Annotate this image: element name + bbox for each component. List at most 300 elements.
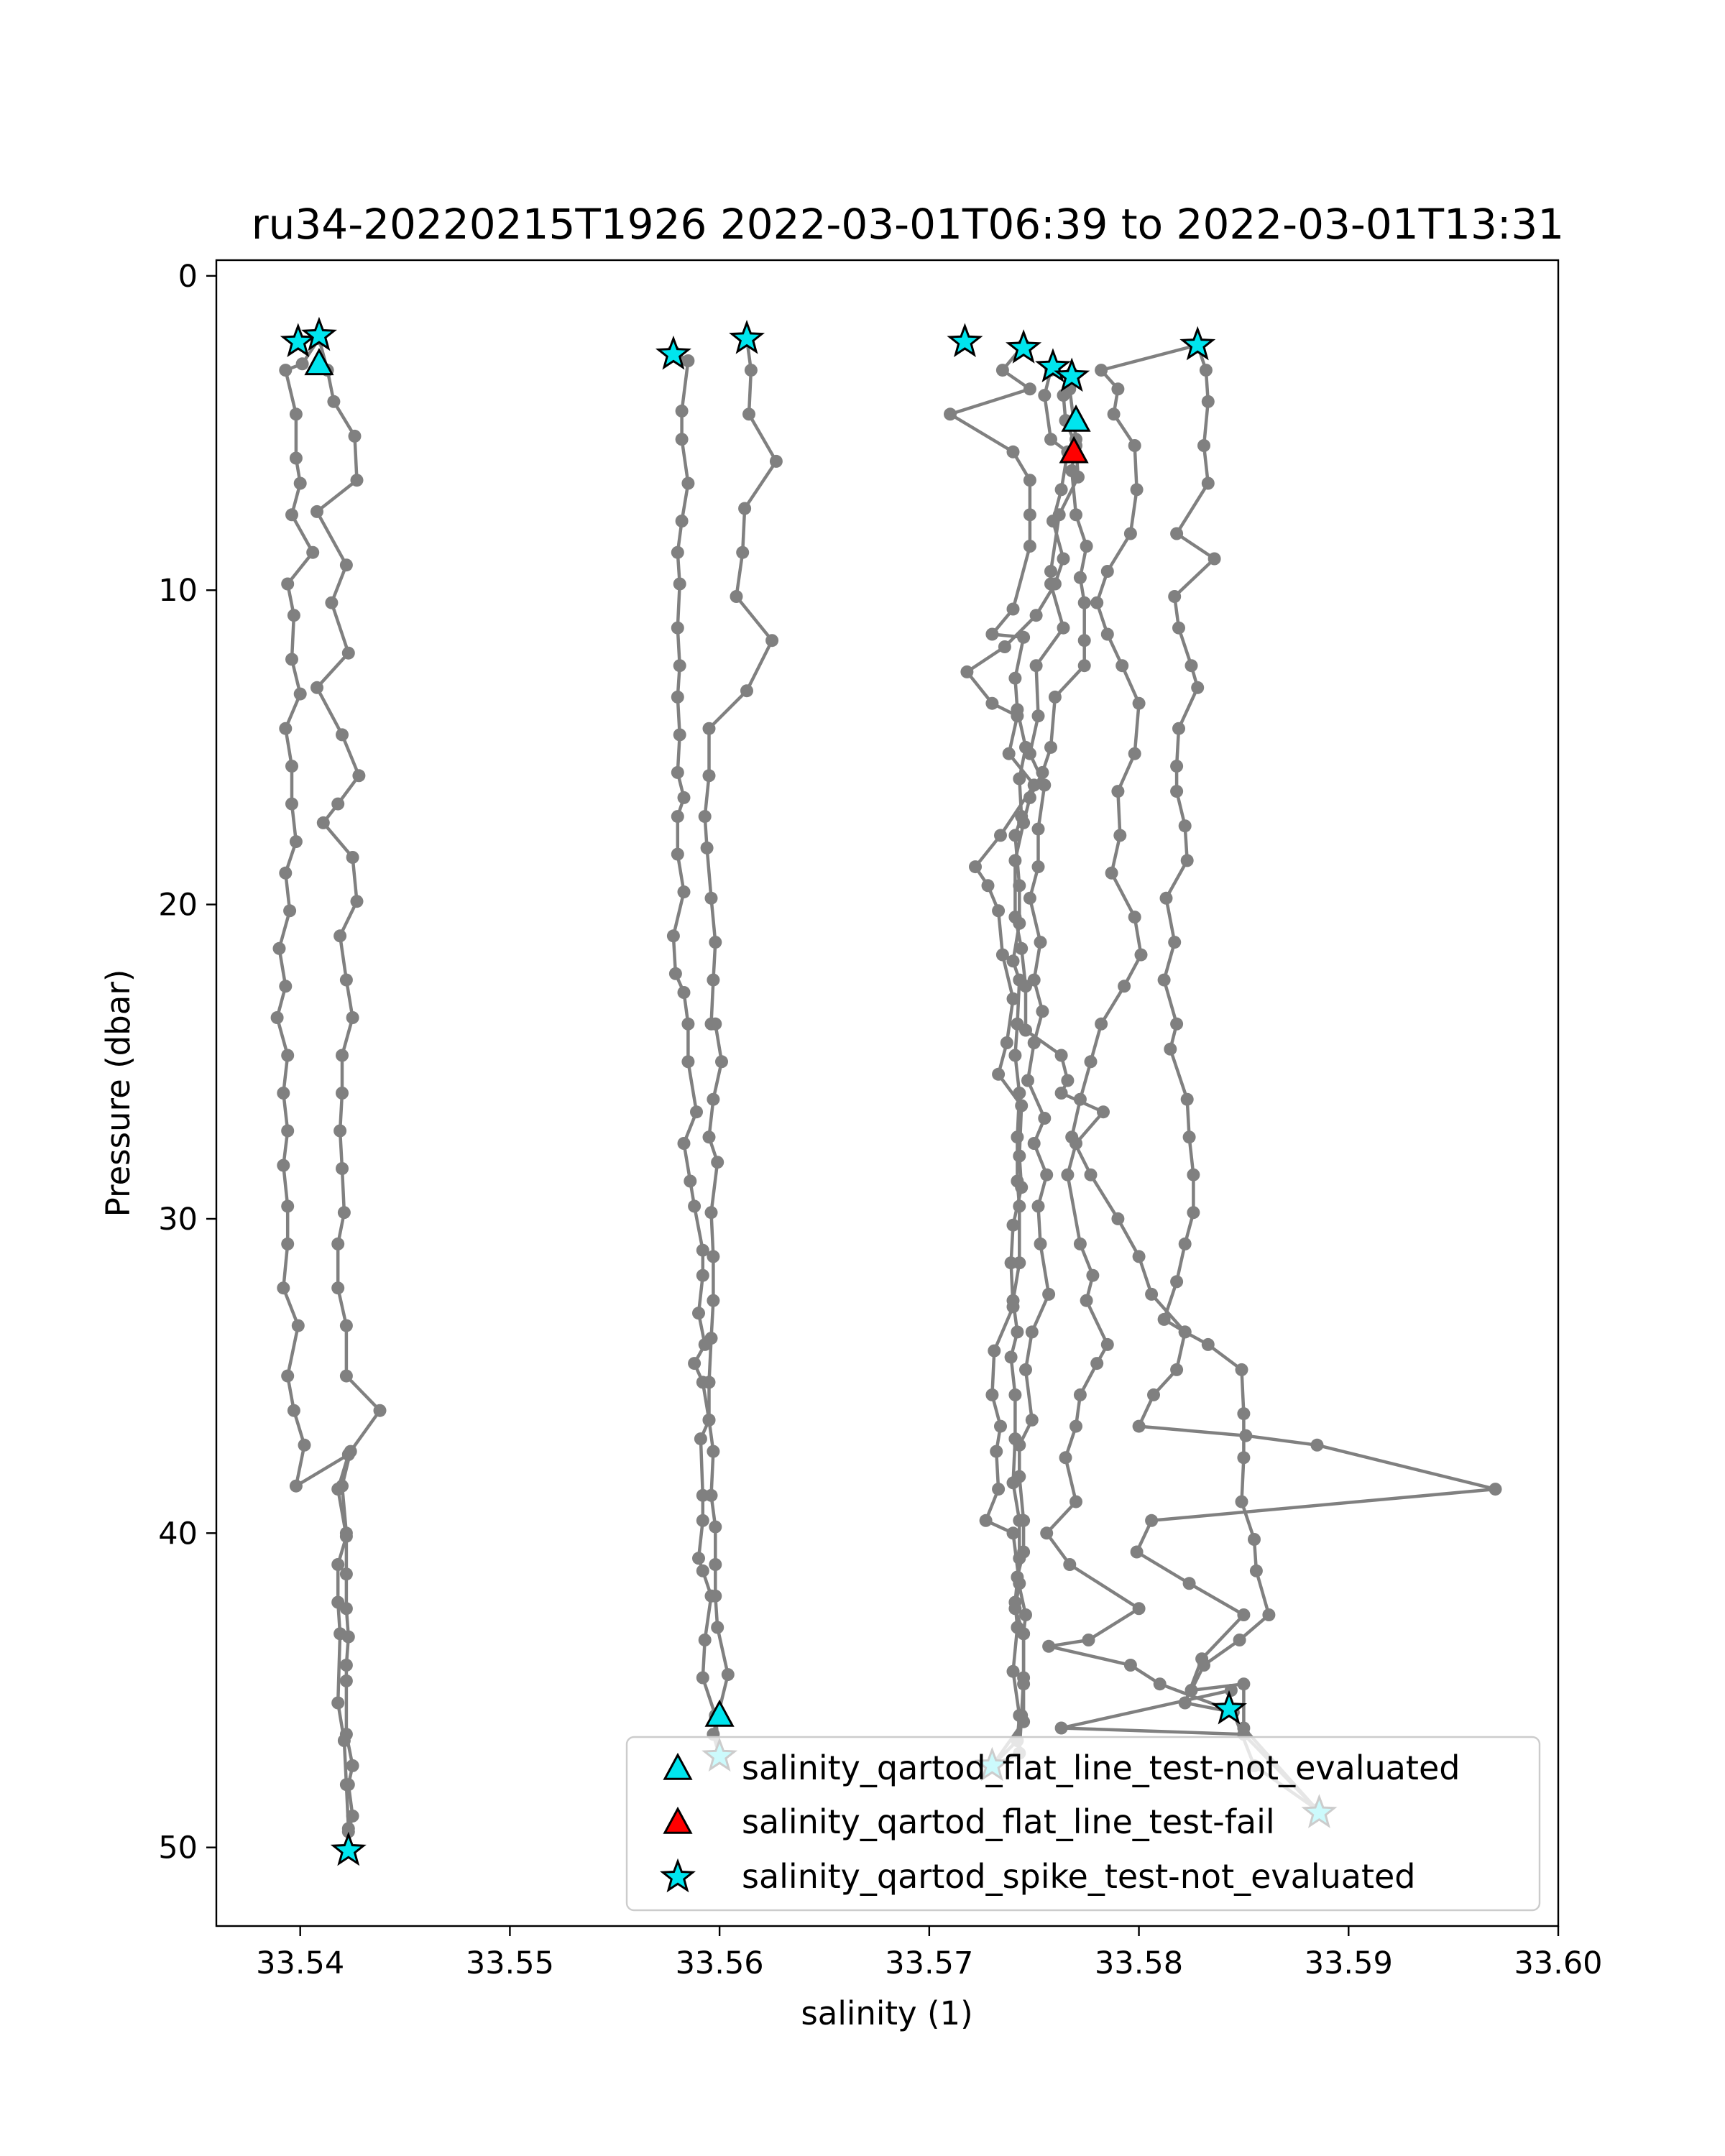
profile-point	[346, 1759, 359, 1772]
profile-point	[349, 430, 362, 443]
profile-point	[1042, 1640, 1055, 1653]
profile-point	[344, 1445, 357, 1458]
profile-point	[681, 1055, 694, 1068]
profile-point	[1101, 565, 1114, 578]
profile-point	[1024, 747, 1036, 760]
profile-point	[1013, 1150, 1026, 1163]
profile-point	[1154, 1677, 1167, 1690]
profile-point	[277, 1159, 290, 1172]
profile-point	[671, 766, 684, 779]
profile-point	[676, 515, 689, 528]
profile-point	[288, 609, 300, 622]
profile-point	[1172, 622, 1185, 635]
profile-point	[1057, 622, 1070, 635]
chart-title: ru34-20220215T1926 2022-03-01T06:39 to 2022-03-01T13:31	[251, 200, 1565, 249]
profile-point	[1019, 1024, 1032, 1037]
profile-point	[1017, 1672, 1030, 1685]
profile-point	[992, 1068, 1005, 1081]
profile-point	[296, 357, 309, 370]
profile-point	[1007, 603, 1020, 616]
profile-point	[690, 1105, 703, 1118]
profile-point	[1489, 1483, 1502, 1496]
profile-point	[1061, 1169, 1074, 1181]
profile-point	[1170, 760, 1183, 773]
profile-point	[1179, 1238, 1192, 1250]
profile-point	[694, 1432, 707, 1445]
profile-point	[709, 936, 722, 949]
profile-point	[1028, 1137, 1041, 1150]
profile-point	[1074, 1388, 1087, 1401]
profile-point	[290, 452, 303, 465]
profile-point	[288, 1404, 300, 1417]
profile-point	[688, 1199, 701, 1212]
profile-point	[1008, 672, 1021, 685]
profile-point	[1034, 936, 1047, 949]
profile-point	[696, 1672, 709, 1685]
profile-point	[1090, 1357, 1103, 1370]
x-tick-label: 33.57	[885, 1945, 974, 1981]
profile-point	[1187, 1169, 1200, 1181]
profile-point	[1118, 980, 1131, 992]
profile-point	[285, 508, 298, 521]
profile-point	[1179, 1325, 1192, 1338]
profile-point	[1044, 741, 1057, 754]
profile-point	[1095, 1018, 1108, 1031]
x-tick-label: 33.54	[256, 1945, 345, 1981]
profile-point	[336, 1087, 349, 1100]
profile-point	[1131, 483, 1144, 496]
profile-point	[1200, 364, 1213, 377]
profile-point	[1032, 1199, 1045, 1212]
profile-point	[709, 1521, 722, 1534]
profile-point	[298, 1439, 311, 1452]
profile-point	[1170, 785, 1183, 798]
profile-point	[676, 433, 689, 446]
profile-point	[1135, 949, 1148, 962]
profile-point	[707, 1250, 719, 1263]
profile-point	[1053, 508, 1066, 521]
legend-label-flat-line-fail: salinity_qartod_flat_line_test-fail	[742, 1802, 1275, 1841]
profile-point	[990, 1445, 1003, 1458]
profile-point	[1128, 747, 1141, 760]
profile-point	[1208, 553, 1221, 566]
profile-point	[1074, 1093, 1087, 1106]
profile-point	[992, 904, 1005, 917]
profile-point	[277, 1087, 290, 1100]
profile-point	[1133, 1420, 1146, 1433]
profile-point	[283, 904, 296, 917]
y-tick-label: 40	[158, 1516, 198, 1552]
profile-point	[709, 1590, 722, 1603]
profile-point	[290, 835, 303, 848]
profile-point	[294, 688, 307, 701]
y-tick-label: 50	[158, 1830, 198, 1866]
profile-point	[281, 1238, 294, 1250]
profile-point	[703, 1414, 716, 1427]
profile-point	[1038, 1112, 1051, 1125]
x-tick-label: 33.60	[1514, 1945, 1603, 1981]
profile-point	[1008, 911, 1021, 923]
profile-point	[342, 1631, 355, 1644]
profile-point	[290, 1480, 303, 1493]
profile-point	[1013, 1470, 1026, 1483]
profile-point	[340, 1728, 353, 1741]
profile-point	[1133, 1250, 1146, 1263]
profile-point	[1019, 1363, 1032, 1376]
profile-point	[1055, 483, 1068, 496]
profile-point	[1086, 1269, 1099, 1282]
profile-point	[1070, 508, 1082, 521]
profile-point	[1164, 1043, 1177, 1056]
profile-point	[277, 1281, 290, 1294]
profile-point	[678, 791, 691, 804]
profile-point	[692, 1307, 705, 1319]
profile-point	[1032, 709, 1045, 722]
profile-point	[1074, 571, 1087, 584]
x-tick-label: 33.59	[1304, 1945, 1393, 1981]
profile-point	[271, 1011, 284, 1024]
profile-point	[1202, 477, 1215, 490]
profile-point	[671, 810, 684, 823]
y-tick-label: 30	[158, 1201, 198, 1238]
profile-point	[1017, 1627, 1030, 1640]
profile-point	[1024, 382, 1036, 395]
profile-point	[1191, 681, 1204, 694]
legend-label-spike-not-evaluated: salinity_qartod_spike_test-not_evaluated	[742, 1857, 1416, 1896]
profile-point	[1248, 1533, 1261, 1546]
profile-point	[1024, 892, 1036, 905]
profile-point	[1250, 1565, 1263, 1577]
profile-point	[1197, 439, 1210, 452]
profile-point	[1170, 1018, 1183, 1031]
profile-point	[722, 1668, 735, 1681]
legend	[627, 1737, 1540, 1910]
profile-point	[340, 1659, 353, 1672]
x-axis-label: salinity (1)	[801, 1994, 973, 2032]
profile-point	[1111, 785, 1124, 798]
profile-point	[705, 1489, 718, 1502]
profile-point	[996, 364, 1009, 377]
profile-point	[346, 1810, 359, 1823]
profile-point	[351, 895, 364, 908]
profile-point	[1070, 1420, 1082, 1433]
profile-point	[336, 728, 349, 741]
profile-point	[1160, 892, 1173, 905]
profile-point	[1065, 1130, 1078, 1143]
profile-point	[327, 395, 340, 408]
profile-point	[688, 1357, 701, 1370]
profile-point	[745, 364, 758, 377]
profile-point	[1090, 596, 1103, 609]
profile-point	[994, 829, 1007, 842]
profile-point	[1168, 936, 1181, 949]
profile-point	[273, 942, 286, 955]
profile-point	[692, 1552, 705, 1565]
profile-point	[1183, 1130, 1196, 1143]
profile-point	[338, 1206, 351, 1219]
x-tick-label: 33.56	[675, 1945, 764, 1981]
profile-point	[1007, 1526, 1020, 1539]
profile-point	[340, 1602, 353, 1615]
profile-point	[1036, 1005, 1049, 1018]
profile-point	[1158, 974, 1171, 987]
profile-point	[1055, 1722, 1068, 1735]
profile-point	[1197, 1659, 1210, 1672]
profile-point	[671, 848, 684, 861]
profile-point	[342, 647, 355, 660]
profile-point	[673, 728, 686, 741]
profile-point	[1008, 1388, 1021, 1401]
profile-point	[1085, 1055, 1098, 1068]
profile-point	[681, 354, 694, 367]
profile-point	[1105, 867, 1118, 880]
y-tick-label: 0	[178, 258, 198, 295]
profile-point	[285, 653, 298, 665]
profile-point	[290, 407, 303, 420]
profile-point	[346, 1011, 359, 1024]
profile-point	[1000, 1036, 1013, 1049]
profile-point	[1183, 1577, 1196, 1590]
profile-point	[1172, 722, 1185, 735]
profile-point	[1097, 1105, 1110, 1118]
profile-point	[1011, 709, 1024, 722]
profile-point	[705, 1332, 718, 1345]
profile-point	[352, 769, 365, 782]
profile-point	[1111, 382, 1124, 395]
profile-point	[340, 1319, 353, 1332]
profile-point	[1239, 1429, 1252, 1442]
profile-point	[1015, 1181, 1028, 1194]
profile-point	[340, 1370, 353, 1383]
profile-point	[1128, 911, 1141, 923]
profile-point	[1003, 747, 1016, 760]
profile-point	[1032, 823, 1045, 836]
profile-point	[678, 986, 691, 999]
profile-point	[1101, 628, 1114, 641]
profile-point	[1179, 819, 1192, 832]
profile-point	[1011, 1325, 1024, 1338]
profile-point	[1005, 1350, 1018, 1363]
profile-point	[699, 1634, 712, 1646]
profile-point	[1185, 1684, 1198, 1697]
profile-point	[1095, 364, 1108, 377]
profile-point	[374, 1404, 387, 1417]
profile-point	[281, 1125, 294, 1138]
profile-point	[707, 974, 719, 987]
profile-point	[331, 798, 344, 811]
profile-point	[294, 477, 307, 490]
profile-point	[325, 596, 338, 609]
profile-point	[336, 1480, 349, 1493]
profile-point	[1059, 1451, 1072, 1464]
profile-point	[340, 1567, 353, 1580]
profile-point	[1078, 634, 1091, 647]
profile-point	[336, 1162, 349, 1175]
profile-point	[1040, 1169, 1053, 1181]
profile-point	[1032, 860, 1045, 873]
profile-point	[696, 1514, 709, 1527]
profile-point	[351, 474, 364, 487]
profile-point	[1237, 1608, 1250, 1621]
profile-point	[279, 722, 292, 735]
profile-point	[1007, 446, 1020, 459]
profile-point	[980, 1514, 993, 1527]
profile-point	[1026, 1325, 1039, 1338]
profile-point	[1113, 829, 1126, 842]
profile-point	[707, 1294, 719, 1307]
profile-point	[1202, 1338, 1215, 1351]
profile-point	[1057, 553, 1070, 566]
profile-point	[1158, 1313, 1171, 1326]
profile-point	[696, 1269, 709, 1282]
profile-point	[1170, 1363, 1183, 1376]
profile-point	[1074, 1238, 1087, 1250]
profile-point	[1030, 609, 1043, 622]
profile-point	[340, 1526, 353, 1539]
profile-point	[1111, 1212, 1124, 1225]
profile-point	[1070, 1496, 1082, 1508]
profile-point	[669, 967, 682, 980]
profile-point	[285, 798, 298, 811]
profile-point	[684, 1175, 696, 1188]
profile-point	[1147, 1388, 1160, 1401]
profile-point	[1128, 439, 1141, 452]
x-tick-label: 33.55	[465, 1945, 554, 1981]
profile-point	[1007, 1219, 1020, 1232]
profile-point	[1145, 1288, 1158, 1301]
profile-point	[306, 546, 319, 559]
profile-point	[715, 1055, 728, 1068]
profile-point	[281, 1049, 294, 1062]
profile-point	[992, 1483, 1005, 1496]
profile-point	[707, 1093, 719, 1106]
profile-point	[1170, 528, 1183, 540]
profile-point	[1063, 1558, 1076, 1571]
profile-point	[1080, 1294, 1093, 1307]
profile-point	[703, 722, 716, 735]
profile-point	[1236, 1363, 1248, 1376]
profile-point	[1101, 1338, 1114, 1351]
profile-point	[673, 578, 686, 591]
profile-point	[1030, 659, 1043, 672]
profile-point	[1170, 1275, 1183, 1288]
profile-point	[667, 929, 680, 942]
profile-point	[334, 1125, 346, 1138]
profile-point	[1179, 1697, 1192, 1710]
profile-point	[1133, 1602, 1146, 1615]
profile-point	[1311, 1439, 1324, 1452]
profile-point	[281, 1199, 294, 1212]
profile-point	[1181, 854, 1194, 867]
profile-point	[317, 816, 330, 829]
profile-point	[1038, 389, 1051, 402]
profile-point	[340, 1674, 353, 1687]
profile-point	[705, 1206, 718, 1219]
profile-point	[969, 860, 982, 873]
profile-point	[705, 892, 718, 905]
profile-point	[1008, 1049, 1021, 1062]
profile-point	[1024, 508, 1036, 521]
profile-point	[342, 1778, 355, 1791]
profile-point	[1015, 1709, 1028, 1722]
profile-point	[281, 578, 294, 591]
y-axis-label: Pressure (dbar)	[99, 969, 137, 1217]
profile-point	[711, 1156, 724, 1169]
profile-point	[1005, 1256, 1018, 1269]
profile-point	[281, 1370, 294, 1383]
profile-point	[1007, 992, 1020, 1005]
profile-point	[988, 1345, 1000, 1358]
profile-point	[1061, 1074, 1074, 1087]
profile-point	[944, 407, 957, 420]
x-tick-label: 33.58	[1095, 1945, 1184, 1981]
profile-point	[1181, 1093, 1194, 1106]
profile-point	[336, 1049, 349, 1062]
profile-point	[709, 1558, 722, 1571]
profile-point	[292, 1319, 305, 1332]
profile-point	[1065, 464, 1078, 477]
profile-point	[285, 760, 298, 773]
profile-point	[703, 1130, 716, 1143]
profile-point	[673, 659, 686, 672]
profile-point	[671, 622, 684, 635]
profile-point	[1237, 1677, 1250, 1690]
profile-point	[1042, 1288, 1055, 1301]
profile-point	[1236, 1496, 1248, 1508]
profile-point	[730, 590, 743, 603]
profile-point	[681, 1018, 694, 1031]
profile-point	[1078, 596, 1091, 609]
profile-point	[1015, 1100, 1028, 1112]
profile-point	[998, 640, 1011, 653]
profile-point	[1017, 1546, 1030, 1559]
profile-point	[1017, 816, 1030, 829]
profile-point	[681, 477, 694, 490]
profile-point	[736, 546, 749, 559]
profile-point	[1116, 659, 1128, 672]
profile-point	[707, 1445, 719, 1458]
profile-point	[1040, 1526, 1053, 1539]
profile-point	[960, 665, 973, 678]
profile-point	[1085, 1169, 1098, 1181]
profile-point	[340, 558, 353, 571]
profile-point	[334, 929, 346, 942]
profile-point	[1185, 659, 1198, 672]
profile-point	[996, 949, 1009, 962]
profile-point	[310, 505, 323, 518]
profile-point	[1078, 659, 1091, 672]
profile-point	[985, 1388, 998, 1401]
profile-point	[331, 1281, 344, 1294]
profile-point	[1019, 980, 1032, 992]
profile-point	[765, 634, 778, 647]
profile-point	[1124, 1659, 1137, 1672]
profile-point	[742, 407, 755, 420]
profile-point	[711, 1621, 724, 1634]
profile-point	[1133, 697, 1146, 710]
profile-point	[738, 502, 751, 515]
profile-point	[770, 455, 783, 468]
profile-point	[1034, 1238, 1047, 1250]
profile-point	[1019, 1608, 1032, 1621]
profile-point	[346, 851, 359, 864]
profile-point	[671, 691, 684, 704]
profile-point	[331, 1697, 344, 1710]
profile-point	[1168, 590, 1181, 603]
profile-point	[1026, 1414, 1039, 1427]
profile-point	[1021, 1074, 1034, 1087]
profile-point	[1024, 791, 1036, 804]
